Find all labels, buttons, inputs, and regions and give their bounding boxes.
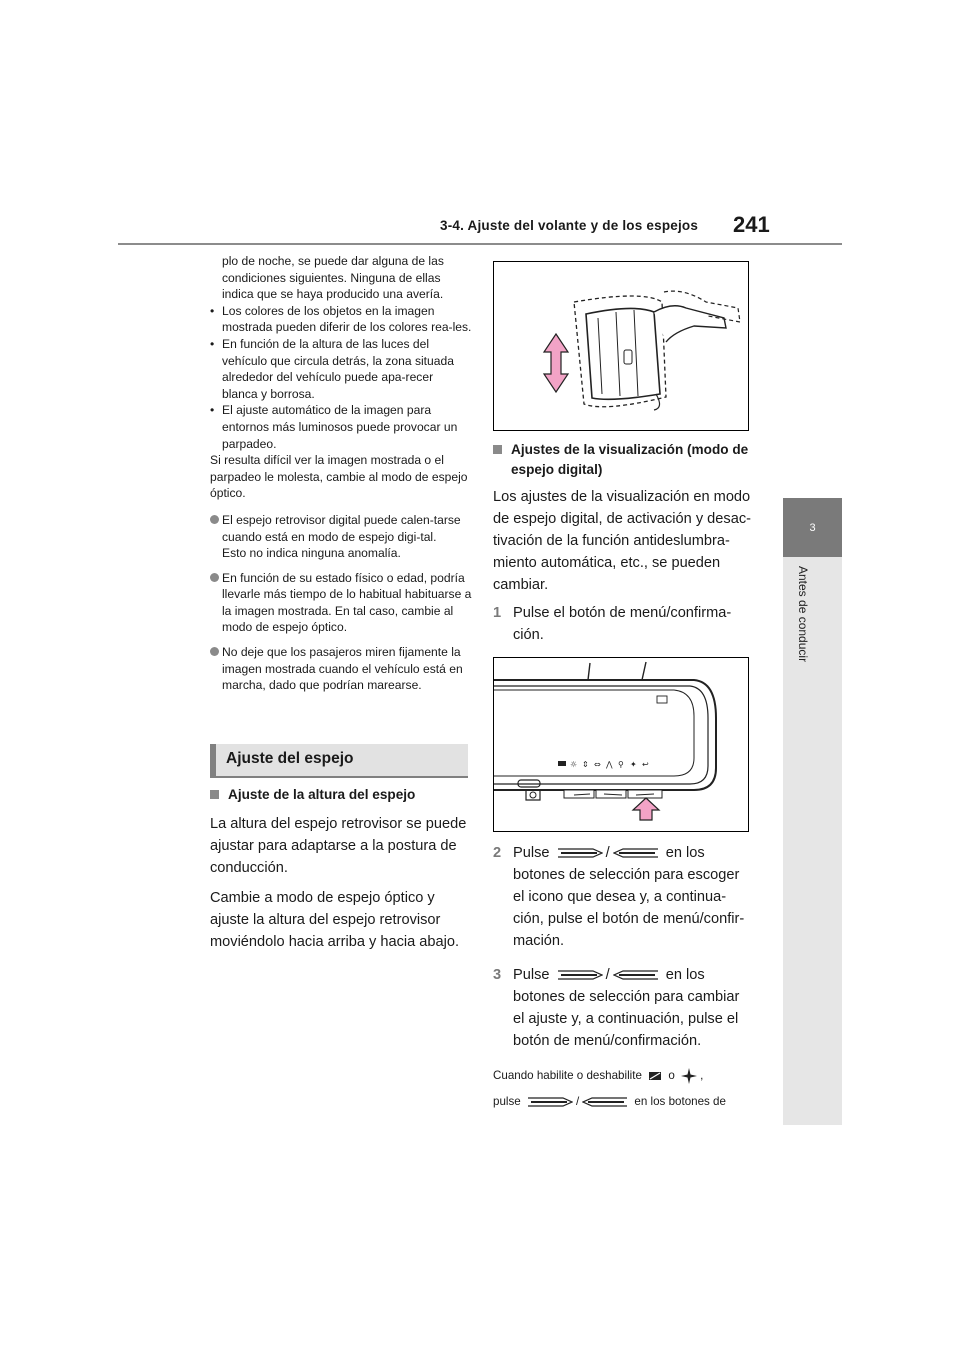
section-heading: Ajuste del espejo	[226, 750, 354, 767]
mirror-mode-icon	[657, 696, 667, 703]
height-adjust-section	[210, 785, 472, 953]
selection-steps	[493, 842, 753, 1110]
horizontal-adjust-icon: ⇔	[594, 760, 601, 769]
running-header: 3-4. Ajuste del volante y de los espejos	[440, 218, 699, 233]
step-3: 3 Pulse / en los botones de selección para cambiar el ajuste y, a continuación, pulse el botón de menú/confirmación.	[493, 967, 740, 1049]
up-down-arrow-icon	[544, 334, 568, 392]
zoom-icon: ⚲	[618, 760, 624, 769]
intro-continuation: plo de noche, se puede dar alguna de las condiciones siguientes. Ninguna de ellas indica que se haya producido una avería.	[222, 254, 444, 302]
note-item: El espejo retrovisor digital puede calen-tarse cuando está en modo de espejo digi-tal. Esto no indica ninguna anomalía.	[210, 512, 472, 562]
bullet-item: • El ajuste automático de la imagen para entornos más luminosos puede provocar un parpadeo.	[210, 403, 458, 451]
section-heading-box	[210, 744, 468, 776]
left-column-notes	[210, 253, 472, 694]
final-note-line-2: pulse / en los botones de	[493, 1095, 726, 1109]
square-bullet-icon	[493, 445, 502, 454]
antiglare-star-icon	[681, 1068, 697, 1084]
square-bullet-icon	[210, 790, 219, 799]
display-settings-heading: Ajustes de la visualización (modo de espejo digital)	[493, 440, 753, 480]
note-bullet-icon	[210, 647, 219, 656]
display-icon	[558, 761, 566, 766]
display-settings-intro: Los ajustes de la visualización en modo de espejo digital, de activación y desac-tivación de la función antideslumbra-miento automática, etc., se pueden cambiar.	[493, 489, 751, 593]
note-item: En función de su estado físico o edad, podría llevarle más tiempo de lo habitual habituarse a la imagen mostrada. En tal caso, cambie al modo de espejo óptico.	[210, 570, 472, 636]
display-settings-section	[493, 440, 753, 672]
bullet-item: • En función de la altura de las luces del vehículo que circula detrás, la zona situada alrededor del vehículo puede apa-recer blanca y borrosa.	[210, 336, 454, 401]
note-bullet-icon	[210, 573, 219, 582]
step-2: 2 Pulse / en los botones de selección para escoger el icono que desea y, a continua-ción, pulse el botón de menú/confir-mación.	[493, 845, 745, 949]
chapter-tab-label: Antes de conducir	[796, 566, 810, 663]
note-item: No deje que los pasajeros miren fijamente la imagen mostrada cuando el vehículo está en marcha, dado que podrían marearse.	[210, 644, 472, 694]
mirror-tilt-illustration	[494, 262, 748, 430]
return-icon: ↩	[642, 760, 649, 769]
height-adjust-heading: Ajuste de la altura del espejo	[210, 785, 472, 805]
selection-button-left-icon	[557, 969, 603, 981]
section-rule	[210, 776, 468, 778]
vertical-adjust-icon: ⇕	[582, 760, 589, 769]
note-bullet-icon	[210, 515, 219, 524]
height-adjust-p2: Cambie a modo de espejo óptico y ajuste la altura del espejo retrovisor moviéndolo hacia arriba y hacia abajo.	[210, 890, 460, 950]
selection-button-right-icon	[582, 1096, 628, 1108]
page-number: 241	[733, 212, 770, 237]
display-adjust-icon	[648, 1070, 662, 1082]
mirror-display-illustration	[494, 658, 748, 831]
after-bullets-text: Si resulta difícil ver la imagen mostrada o el parpadeo le molesta, cambie al modo de espejo óptico.	[210, 453, 468, 501]
press-arrow-icon	[633, 798, 659, 820]
bullet-item: • Los colores de los objetos en la imagen mostrada pueden diferir de los colores rea-les.	[210, 303, 472, 335]
selection-button-left-icon	[557, 847, 603, 859]
selection-button-right-icon	[613, 969, 659, 981]
mirror-height-figure	[493, 261, 749, 431]
brightness-icon: ☼	[570, 760, 578, 769]
chapter-tab-number: 3	[783, 498, 842, 557]
final-note-line-1: Cuando habilite o deshabilite o ,	[493, 1069, 704, 1083]
selection-button-left-icon	[527, 1096, 573, 1108]
tilt-icon: ⋀	[606, 760, 613, 769]
antiglare-icon: ✦	[630, 760, 637, 769]
header-rule	[118, 243, 842, 245]
step-1: 1 Pulse el botón de menú/confirma-ción.	[493, 605, 732, 643]
mirror-menu-figure	[493, 657, 749, 832]
height-adjust-p1: La altura del espejo retrovisor se puede ajustar para adaptarse a la postura de conducción.	[210, 816, 467, 876]
selection-button-right-icon	[613, 847, 659, 859]
